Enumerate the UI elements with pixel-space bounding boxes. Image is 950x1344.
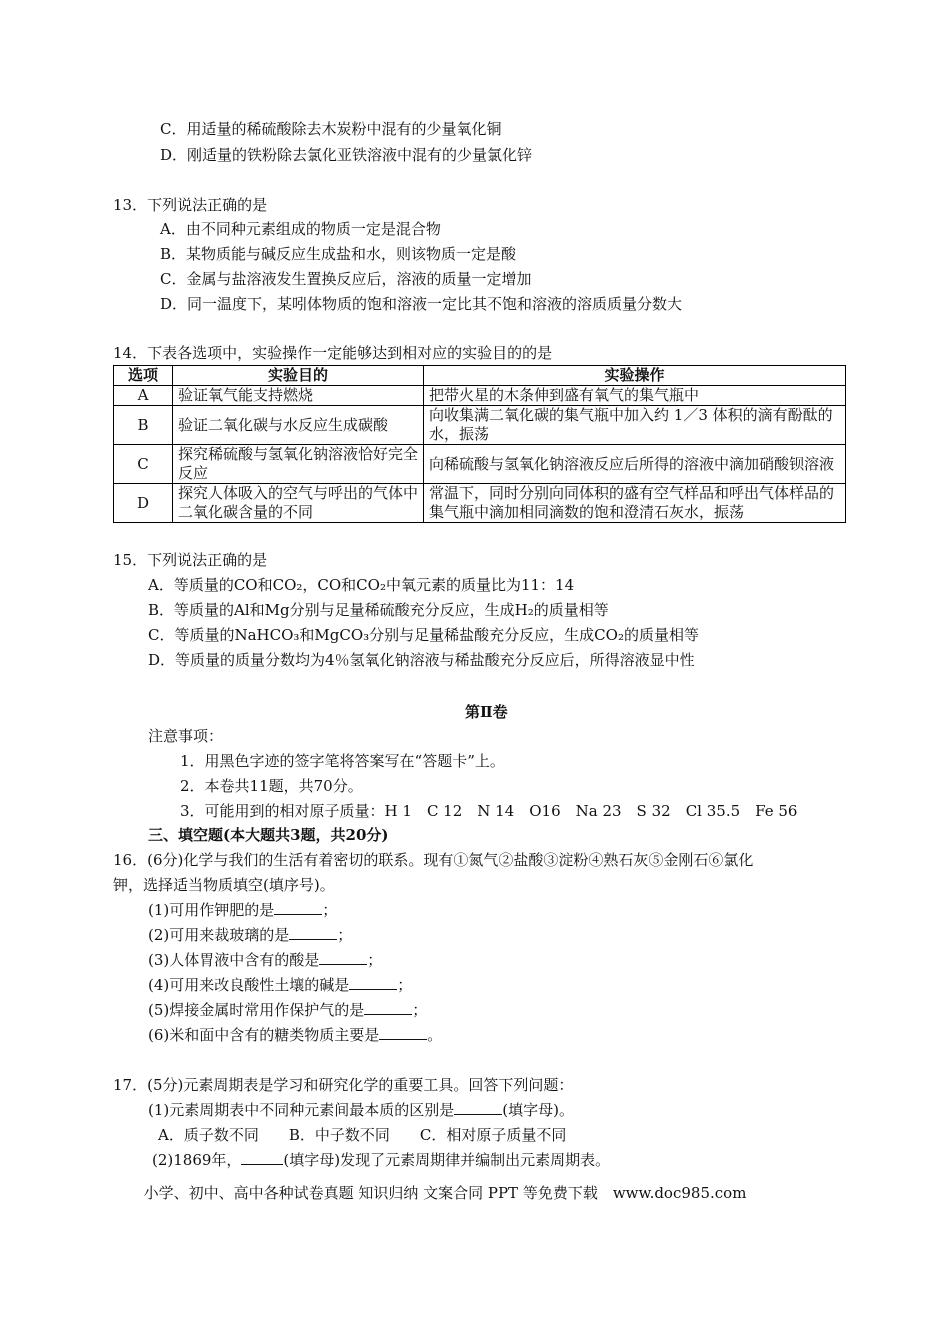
q15-stem: 15．下列说法正确的是 xyxy=(113,551,268,569)
q16-item-6: (6)米和面中含有的糖类物质主要是 。 xyxy=(148,1026,443,1044)
row-operation: 把带火星的木条伸到盛有氧气的集气瓶中 xyxy=(424,386,846,406)
q16-stem-line2: 钾，选择适当物质填空(填序号)。 xyxy=(113,876,335,894)
q14-table xyxy=(113,365,846,523)
row-goal: 验证二氧化碳与水反应生成碳酸 xyxy=(173,406,424,445)
section-heading: 三、填空题(本大题共3题，共20分) xyxy=(148,826,389,844)
answer-blank[interactable] xyxy=(349,975,397,990)
header-goal: 实验目的 xyxy=(173,366,424,386)
notice-item-1: 1．用黑色字迹的签字笔将答案写在“答题卡”上。 xyxy=(180,752,505,770)
q15-option-d: D．等质量的质量分数均为4％氢氧化钠溶液与稀盐酸充分反应后，所得溶液显中性 xyxy=(148,651,695,669)
q16-item-3: (3)人体胃液中含有的酸是 ； xyxy=(148,951,383,969)
row-goal: 探究稀硫酸与氢氧化钠溶液恰好完全反应 xyxy=(173,445,424,484)
answer-blank[interactable] xyxy=(454,1100,502,1115)
row-operation: 向稀硫酸与氢氧化钠溶液反应后所得的溶液中滴加硝酸钡溶液 xyxy=(424,445,846,484)
q12-option-d: D．刚适量的铁粉除去氯化亚铁溶液中混有的少量氯化锌 xyxy=(160,146,533,164)
q13-option-a: A．由不同种元素组成的物质一定是混合物 xyxy=(160,220,441,238)
q13-option-c: C．金属与盐溶液发生置换反应后，溶液的质量一定增加 xyxy=(160,270,532,288)
table-row xyxy=(114,386,846,406)
row-operation: 常温下，同时分别向同体积的盛有空气样品和呼出气体样品的集气瓶中滴加相同滴数的饱和澄清石灰水，振荡 xyxy=(424,484,846,523)
q16-item-1: (1)可用作钾肥的是 ； xyxy=(148,901,338,919)
answer-blank[interactable] xyxy=(364,1000,412,1015)
table-header-row xyxy=(114,366,846,386)
row-operation: 向收集满二氧化碳的集气瓶中加入约 1／3 体积的滴有酚酞的水，振荡 xyxy=(424,406,846,445)
q13-stem: 13．下列说法正确的是 xyxy=(113,196,268,214)
q15-option-a: A．等质量的CO和CO₂，CO和CO₂中氧元素的质量比为11：14 xyxy=(148,576,575,594)
table-row xyxy=(114,445,846,484)
q17-stem: 17．(5分)元素周期表是学习和研究化学的重要工具。回答下列问题： xyxy=(113,1076,574,1094)
q17-part2: (2)1869年， (填字母)发现了元素周期律并编制出元素周期表。 xyxy=(152,1151,611,1169)
row-option: B xyxy=(114,406,173,445)
q16-item-2: (2)可用来裁玻璃的是 ； xyxy=(148,926,353,944)
header-operation: 实验操作 xyxy=(424,366,846,386)
header-option: 选项 xyxy=(114,366,173,386)
q17-options: A．质子数不同 B．中子数不同 C．相对原子质量不同 xyxy=(158,1126,567,1144)
q14-stem: 14．下表各选项中，实验操作一定能够达到相对应的实验目的的是 xyxy=(113,344,553,362)
q16-item-5: (5)焊接金属时常用作保护气的是 ； xyxy=(148,1001,428,1019)
q15-option-c: C．等质量的NaHCO₃和MgCO₃分别与足量稀盐酸充分反应，生成CO₂的质量相等 xyxy=(148,626,699,644)
q12-option-c: C．用适量的稀硫酸除去木炭粉中混有的少量氧化铜 xyxy=(160,120,502,138)
answer-blank[interactable] xyxy=(319,950,367,965)
row-option: C xyxy=(114,445,173,484)
row-goal: 探究人体吸入的空气与呼出的气体中二氧化碳含量的不同 xyxy=(173,484,424,523)
notice-item-2: 2．本卷共11题，共70分。 xyxy=(180,777,363,795)
footer-note: 小学、初中、高中各种试卷真题 知识归纳 文案合同 PPT 等免费下载 www.doc985.com xyxy=(143,1184,747,1202)
part2-title: 第Ⅱ卷 xyxy=(465,703,508,721)
answer-blank[interactable] xyxy=(274,900,322,915)
table-row xyxy=(114,406,846,445)
row-option: D xyxy=(114,484,173,523)
q15-option-b: B．等质量的Al和Mg分别与足量稀硫酸充分反应，生成H₂的质量相等 xyxy=(148,601,609,619)
table-row xyxy=(114,484,846,523)
q16-stem-line1: 16．(6分)化学与我们的生活有着密切的联系。现有①氮气②盐酸③淀粉④熟石灰⑤金刚石⑥氯化 xyxy=(113,851,754,869)
answer-blank[interactable] xyxy=(379,1025,427,1040)
answer-blank[interactable] xyxy=(241,1150,283,1165)
q17-part1: (1)元素周期表中不同种元素间最本质的区别是 (填字母)。 xyxy=(148,1101,574,1119)
row-option: A xyxy=(114,386,173,406)
answer-blank[interactable] xyxy=(289,925,337,940)
q13-option-b: B．某物质能与碱反应生成盐和水，则该物质一定是酸 xyxy=(160,245,517,263)
notice-heading: 注意事项： xyxy=(148,727,224,745)
q13-option-d: D．同一温度下，某吲体物质的饱和溶液一定比其不饱和溶液的溶质质量分数大 xyxy=(160,295,683,313)
notice-item-3: 3．可能用到的相对原子质量：H 1 C 12 N 14 O16 Na 23 S 32 Cl 35.5 Fe 56 xyxy=(180,802,798,820)
q16-item-4: (4)可用来改良酸性土壤的碱是 ； xyxy=(148,976,413,994)
row-goal: 验证氧气能支持燃烧 xyxy=(173,386,424,406)
